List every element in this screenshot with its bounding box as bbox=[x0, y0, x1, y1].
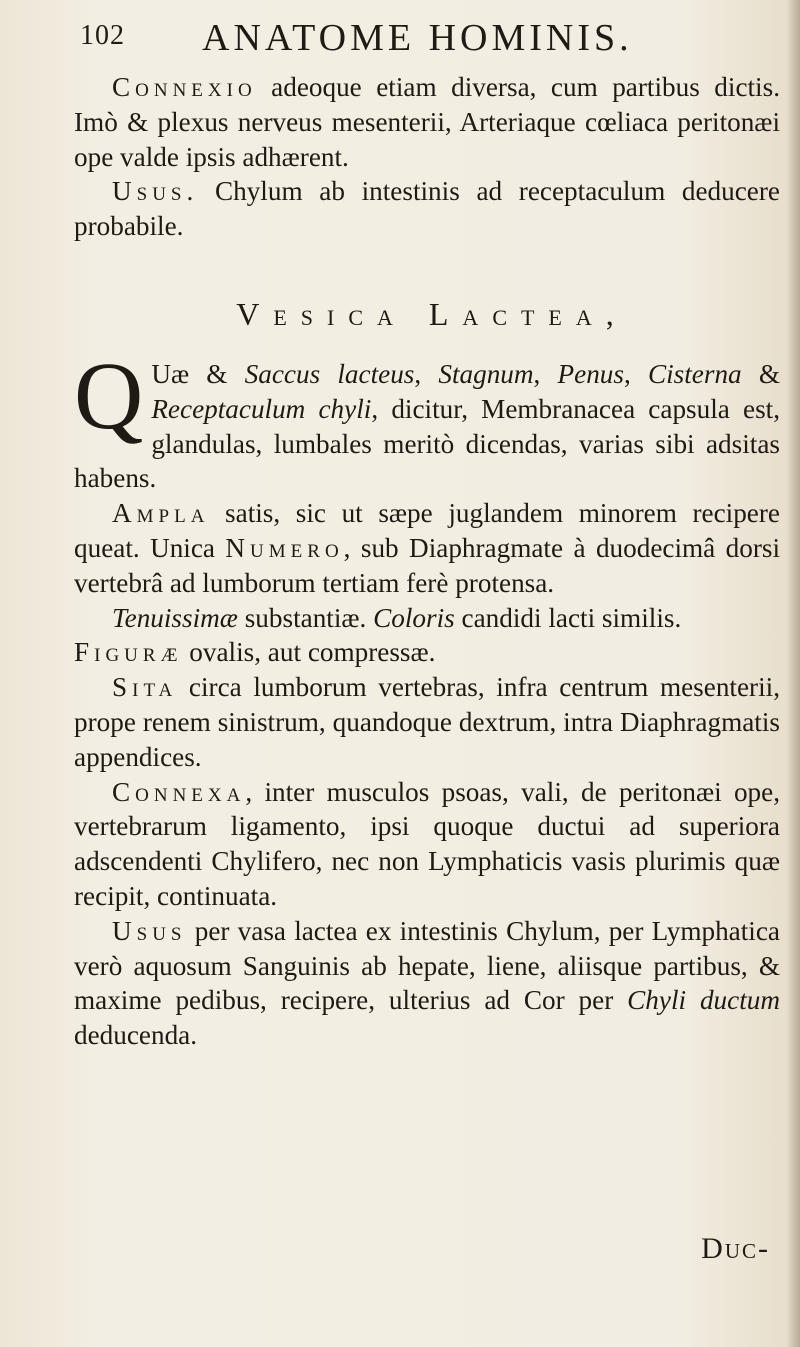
text-run: Uæ & bbox=[151, 358, 245, 389]
drop-cap: Q bbox=[74, 341, 144, 449]
italic-term: Receptaculum chyli bbox=[151, 393, 372, 424]
catchword: Duc- bbox=[701, 1232, 770, 1265]
main-text bbox=[74, 70, 780, 1053]
paragraph-text: ovalis, aut compressæ. bbox=[182, 637, 436, 668]
section-heading: Vesica Lactea, bbox=[236, 295, 628, 332]
italic-term: Chyli ductum bbox=[627, 985, 780, 1016]
page-number: 102 bbox=[80, 20, 125, 51]
paragraph-text: adeoque etiam diversa, cum partibus dictis. Imò & plexus nerveus mesenterii, Arteriaque cœliaca peritonæi ope valde ipsis adhærent. bbox=[74, 72, 780, 172]
paragraph-usus-2 bbox=[74, 914, 780, 1053]
text-run: per vasa lactea ex intestinis Chylum, per Lymphatica verò aquosum Sanguinis ab hepate, liene, aliisque partibus, & maxime pedibus, recipere, ulterius ad Cor per bbox=[74, 915, 780, 1016]
page-edge-shadow bbox=[786, 0, 800, 1347]
paragraph-figura bbox=[74, 635, 780, 670]
italic-term: Coloris bbox=[373, 602, 455, 633]
paragraph-term: Numero bbox=[225, 532, 344, 563]
paragraph-connexio bbox=[74, 70, 780, 174]
paragraph-ampla bbox=[74, 496, 780, 600]
text-run: , sub Diaphragmate à duodecimâ dorsi vertebrâ ad lumborum tertiam ferè protensa. bbox=[74, 532, 781, 598]
text-run: , dicitur, Membranacea capsula est, glandulas, lumbales meritò dicendas, varias sibi adsitas habens. bbox=[74, 393, 781, 494]
italic-term: Penus bbox=[557, 358, 624, 389]
text-run: & bbox=[741, 358, 780, 389]
page-header bbox=[80, 14, 770, 64]
text-run: substantiæ. bbox=[237, 602, 374, 633]
italic-term: Tenuissimæ bbox=[112, 602, 238, 633]
paragraph-text: , inter musculos psoas, vali, de peritonæi ope, vertebrarum ligamento, ipsi quoque ductui ad superiora adscendenti Chylifero, nec non Lymphaticis vasis plurimis quæ recipit, continuata. bbox=[74, 776, 780, 911]
text-run: , bbox=[414, 358, 439, 389]
paragraph-intro bbox=[74, 341, 781, 496]
paragraph-term: Figuræ bbox=[74, 637, 183, 668]
text-run: deducenda. bbox=[74, 1020, 198, 1051]
paragraph-term: Usus bbox=[112, 915, 187, 946]
italic-term: Stagnum bbox=[438, 358, 534, 389]
paragraph-usus bbox=[74, 174, 780, 244]
paragraph-term: Connexio bbox=[112, 72, 257, 102]
italic-term: Cisterna bbox=[647, 358, 742, 389]
text-run: , bbox=[623, 358, 648, 389]
paragraph-substantia bbox=[74, 601, 780, 636]
text-run: , bbox=[533, 358, 558, 389]
paragraph-text: circa lumborum vertebras, infra centrum mesenterii, prope renem sinistrum, quandoque dextrum, intra Diaphragmatis appendices. bbox=[74, 672, 780, 772]
paragraph-term: Ampla bbox=[112, 498, 210, 529]
paragraph-term: Usus. bbox=[112, 176, 199, 207]
paragraph-text: Chylum ab intestinis ad receptaculum deducere probabile. bbox=[74, 176, 780, 242]
paragraph-sita bbox=[74, 670, 780, 774]
text-run: satis, sic ut sæpe juglandem minorem recipere queat. Unica bbox=[74, 498, 780, 563]
paragraph-term: Sita bbox=[112, 672, 178, 703]
italic-term: Saccus lacteus bbox=[244, 358, 415, 389]
text-run: candidi lacti similis. bbox=[454, 602, 682, 633]
running-title: ANATOME HOMINIS. bbox=[202, 17, 633, 59]
paragraph-connexa bbox=[74, 775, 780, 914]
paragraph-term: Connexa bbox=[112, 776, 246, 807]
